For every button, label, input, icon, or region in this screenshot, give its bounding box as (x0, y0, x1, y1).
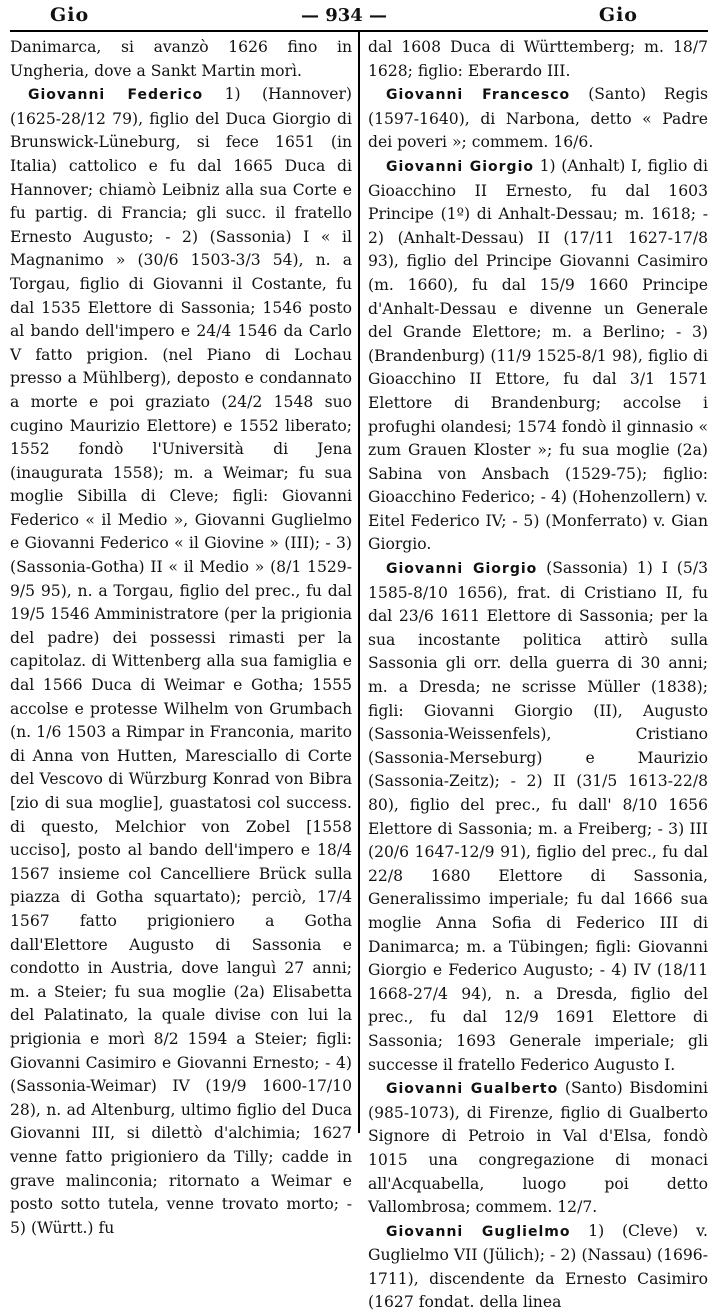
entry-giovanni-gualberto (368, 1077, 708, 1220)
entry-text: (Sassonia) 1) I (5/3 1585-8/10 1656), frat. di Cristiano II, fu dal 23/6 1611 Elettore di Sassonia; per la sua incostante politica attirò sulla Sassonia gli orr. della guerra di 30 anni; m. a Dresda; ne scrisse Müller (1838); figli: Giovanni Giorgio (II), Augusto (Sassonia-Weissenfels), Cristiano (Sassonia-Merseburg) e Maurizio (Sassonia-Zeitz); - 2) II (31/5 1613-22/8 80), figlio del prec., fu dall' 8/10 1656 Elettore di Sassonia; m. a Freiberg; - 3) III (20/6 1647-12/9 91), figlio del prec., fu dal 22/8 1680 Elettore di Sassonia, Generalissimo imperiale; fu dal 1666 sua moglie Anna Sofia di Federico III di Danimarca; m. a Tübingen; figli: Giovanni Giorgio e Federico Augusto; - 4) IV (18/11 1668-27/4 94), n. a Dresda, figlio del prec., fu dal 12/9 1691 Elettore di Sassonia; 1693 Generale imperiale; gli successe il fratello Federico Augusto I. (368, 559, 708, 1074)
left-column (10, 36, 358, 1237)
entry-giovanni-federico (10, 83, 352, 1240)
entry-text: dal 1608 Duca di Württemberg; m. 18/7 1628; figlio: Eberardo III. (368, 38, 708, 80)
entry-text: Danimarca, si avanzò 1626 fino in Ungheria, dove a Sankt Martin morì. (10, 38, 352, 80)
right-column (360, 36, 709, 1312)
entry-heading: Giovanni Giorgio (386, 158, 535, 175)
page-number: — 934 — (300, 4, 388, 26)
entry-giovanni-guglielmo (368, 1220, 708, 1315)
header-right-keyword: Gio (598, 4, 638, 26)
header-left-keyword: Gio (50, 4, 90, 26)
entry-giovanni-giorgio-anhalt (368, 155, 708, 557)
entry-continuation (368, 36, 708, 83)
entry-continuation (10, 36, 352, 83)
entry-giovanni-francesco (368, 83, 708, 155)
entry-heading: Giovanni Francesco (386, 87, 571, 104)
entry-text: 1) (Cleve) v. Guglielmo VII (Jülich); - 2) (Nassau) (1696-1711), discendente da Ernesto Casimiro (1627 fondat. della linea (368, 1221, 708, 1312)
entry-heading: Giovanni Federico (28, 87, 204, 104)
entry-giovanni-giorgio-sassonia (368, 557, 708, 1077)
entry-text: (Santo) Regis (1597-1640), di Narbona, detto « Padre dei poveri »; commem. 16/6. (368, 85, 709, 152)
entry-text: (Santo) Bisdomini (985-1073), di Firenze, figlio di Gualberto Signore di Petroio in Val d'Elsa, fondò 1015 una congregazione di monaci all'Acquabella, luogo poi detto Vallombrosa; commem. 12/7. (368, 1079, 708, 1217)
text-columns (10, 36, 709, 1312)
entry-text: 1) (Hannover) (1625-28/12 79), figlio del Duca Giorgio di Brunswick-Lüneburg, si fece 1651 (in Italia) cattolico e fu dal 1665 Duca di Hannover; chiamò Leibniz alla sua Corte e fu partig. di Francia; gli succ. il fratello Ernesto Augusto; - 2) (Sassonia) I « il Magnanimo » (30/6 1503-3/3 54), n. a Torgau, figlio di Giovanni il Costante, fu dal 1535 Elettore di Sassonia; 1546 posto al bando dell'impero e 24/4 1546 da Carlo V fatto prigion. (nel Piano di Lochau presso a Mühlberg), deposto e condannato a morte e poi graziato (24/2 1548 suo cugino Maurizio Elettore) e 1552 liberato; 1552 fondò l'Università di Jena (inaugurata 1558); m. a Weimar; fu sua moglie Sibilla di Cleve; figli: Giovanni Federico « il Medio », Giovanni Guglielmo e Giovanni Federico « il Giovine » (III); - 3) (Sassonia-Gotha) II « il Medio » (8/1 1529-9/5 95), n. a Torgau, figlio del prec., fu dal 19/5 1546 Amministratore (per la prigionia del padre) dei possessi rimasti per la capitolaz. di Wittenberg alla sua famiglia e dal 1566 Duca di Weimar e Gotha; 1555 accolse e protesse Wilhelm von Grumbach (n. 1/6 1503 a Rimpar in Franconia, marito di Anna von Hutten, Maresciallo di Corte del Vescovo di Würzburg Konrad von Bibra [zio di sua moglie], guastatosi col success. di questo, Melchior von Zobel [1558 ucciso], posto al bando dell'impero e 18/4 1567 insieme col Cancelliere Brück sulla piazza di Gotha squartato); perciò, 17/4 1567 fatto prigioniero a Gotha dall'Elettore Augusto di Sassonia e condotto in Austria, dove languì 27 anni; m. a Steier; fu sua moglie (2a) Elisabetta del Palatinato, la quale divise con lui la prigionia e morì 8/2 1594 a Steier; figli: Giovanni Casimiro e Giovanni Ernesto; - 4) (Sassonia-Weimar) IV (19/9 1600-17/10 28), n. ad Altenburg, ultimo figlio del Duca Giovanni III, si dilettò d'alchimia; 1627 venne fatto prigioniero da Tilly; cadde in grave malinconia; ritornato a Weimar e posto sotto tutela, venne trovato morto; - 5) (Württ.) fu (10, 85, 353, 1237)
running-header (10, 0, 708, 30)
entry-text: 1) (Anhalt) I, figlio di Gioacchino II Ernesto, fu dal 1603 Principe (1º) di Anhalt-Dessau; m. 1618; - 2) (Anhalt-Dessau) II (17/11 1627-17/8 93), figlio del Principe Giovanni Casimiro (m. 1660), fu dal 15/9 1660 Principe d'Anhalt-Dessau e divenne un Generale del Grande Elettore; m. a Berlino; - 3) (Brandenburg) (11/9 1525-8/1 98), figlio di Gioacchino II Ettore, fu dal 3/1 1571 Elettore di Brandenburg; accolse i profughi olandesi; 1574 fondò il ginnasio « zum Grauen Kloster »; fu sua moglie (2a) Sabina von Ansbach (1529-75); figlio: Gioacchino Federico; - 4) (Hohenzollern) v. Eitel Federico IV; - 5) (Monferrato) v. Gian Giorgio. (368, 156, 709, 554)
entry-heading: Giovanni Guglielmo (386, 1223, 571, 1240)
entry-heading: Giovanni Giorgio (386, 561, 538, 578)
entry-heading: Giovanni Gualberto (386, 1081, 559, 1098)
